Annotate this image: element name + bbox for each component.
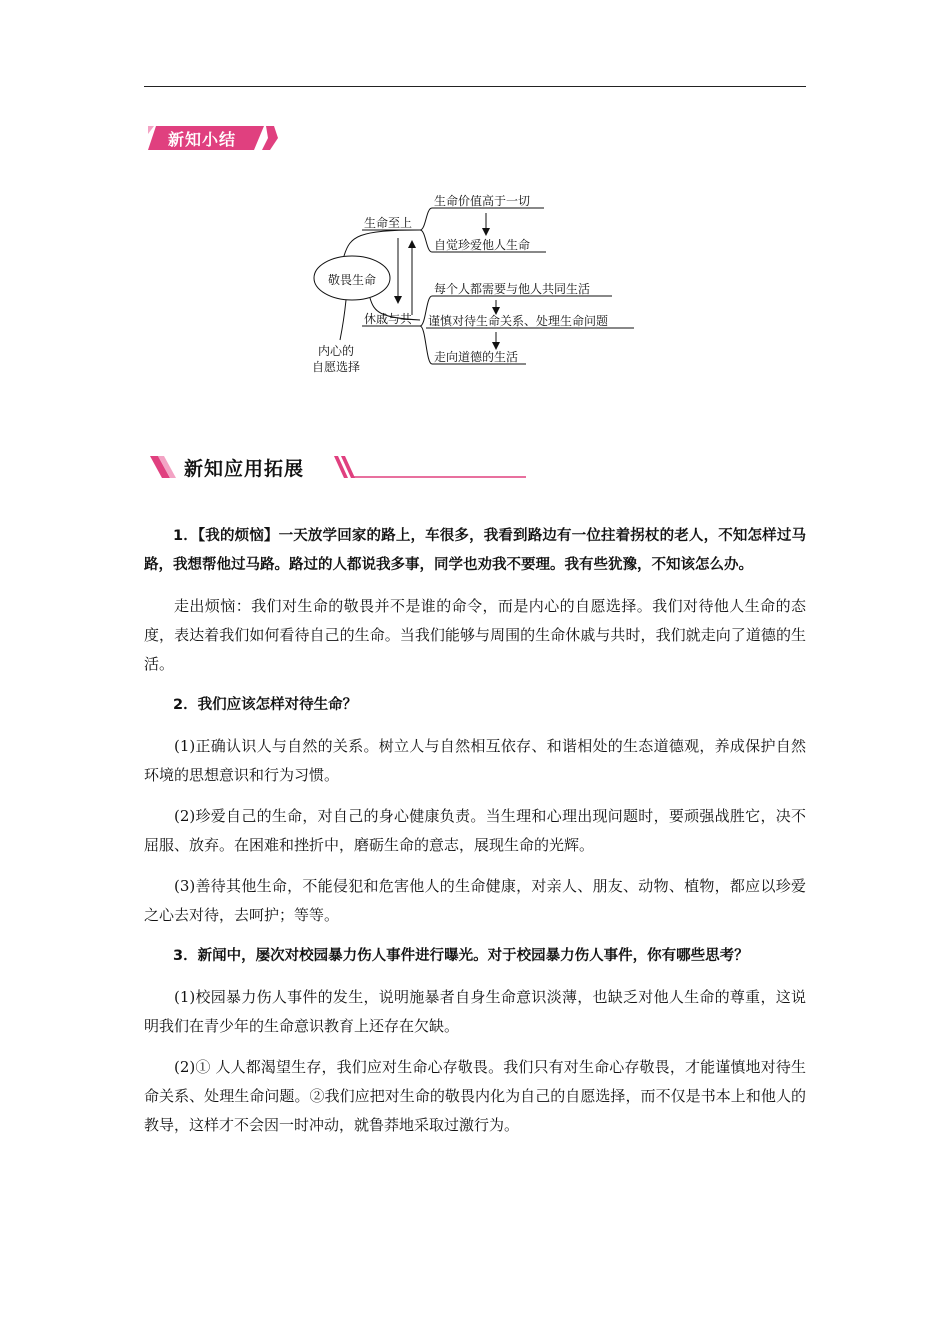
question-2: 2．我们应该怎样对待生命？ — [173, 697, 358, 713]
application-banner — [148, 452, 528, 482]
mid-item-1: 每个人都需要与他人共同生活 — [434, 282, 591, 296]
mid-item-3: 走向道德的生活 — [434, 350, 519, 364]
concept-map — [300, 180, 660, 380]
main-content — [144, 522, 806, 1152]
summary-title: 新知小结 — [168, 130, 237, 149]
answer-3-point-2: (2)① 人人都渴望生存，我们应对生命心存敬畏。我们只有对生命心存敬畏，才能谨慎地对待生命关系、处理生命问题。②我们应把对生命的敬畏内化为自己的自愿选择，而不仅是书本上和他人的教导，这样才不会因一时冲动，就鲁莽地采取过激行为。 — [144, 1058, 806, 1134]
answer-2-point-1: (1)正确认识人与自然的关系。树立人与自然相互依存、和谐相处的生态道德观，养成保护自然环境的思想意识和行为习惯。 — [144, 737, 806, 784]
answer-2-point-3: (3)善待其他生命，不能侵犯和危害他人的生命健康，对亲人、朋友、动物、植物，都应以珍爱之心去对待，去呵护；等等。 — [144, 877, 806, 924]
top-rule — [144, 86, 806, 87]
question-3: 3．新闻中，屡次对校园暴力伤人事件进行曝光。对于校园暴力伤人事件，你有哪些思考？ — [173, 948, 749, 964]
question-1: 1．【我的烦恼】一天放学回家的路上，车很多，我看到路边有一位拄着拐杖的老人，不知怎样过马路，我想帮他过马路。路过的人都说我多事，同学也劝我不要理。我有些犹豫，不知该怎么办。 — [144, 528, 806, 573]
application-title: 新知应用拓展 — [184, 458, 305, 480]
mid-item-2: 谨慎对待生命关系、处理生命问题 — [428, 314, 609, 328]
branch-top: 生命至上 — [364, 216, 413, 230]
answer-3-point-1: (1)校园暴力伤人事件的发生，说明施暴者自身生命意识淡薄，也缺乏对他人生命的尊重，这说明我们在青少年的生命意识教育上还存在欠缺。 — [144, 988, 806, 1035]
branch-bottom-line1: 内心的 — [318, 344, 355, 358]
top-item-1: 生命价值高于一切 — [434, 194, 531, 208]
branch-mid: 休戚与共 — [364, 312, 413, 326]
branch-bottom-line2: 自愿选择 — [312, 360, 361, 374]
top-item-2: 自觉珍爱他人生命 — [434, 238, 531, 252]
summary-banner — [148, 124, 278, 152]
center-node: 敬畏生命 — [328, 273, 377, 287]
answer-2-point-2: (2)珍爱自己的生命，对自己的身心健康负责。当生理和心理出现问题时，要顽强战胜它，决不屈服、放弃。在困难和挫折中，磨砺生命的意志，展现生命的光辉。 — [144, 807, 806, 854]
answer-1: 走出烦恼：我们对生命的敬畏并不是谁的命令，而是内心的自愿选择。我们对待他人生命的态度，表达着我们如何看待自己的生命。当我们能够与周围的生命休戚与共时，我们就走向了道德的生活。 — [144, 597, 806, 673]
